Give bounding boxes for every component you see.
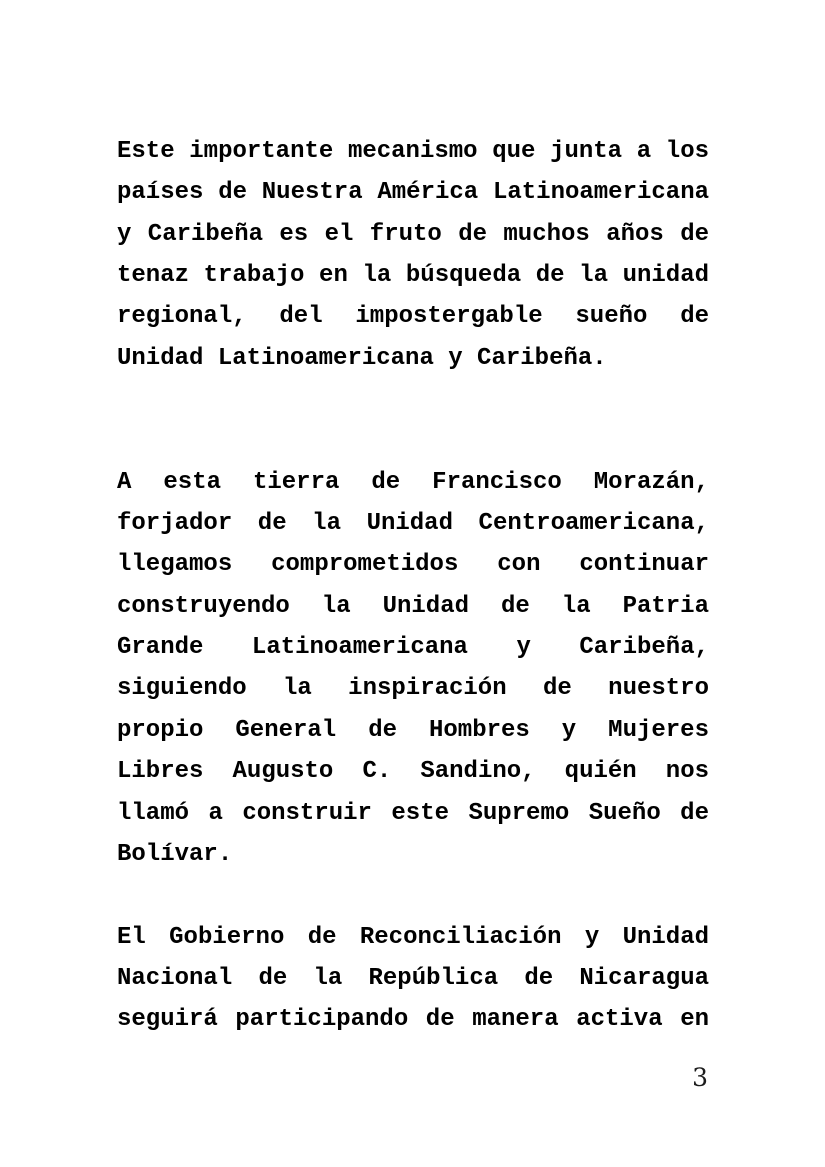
document-line: tenaz trabajo en la búsqueda de la unidad bbox=[117, 262, 709, 290]
document-line: Este importante mecanismo que junta a los bbox=[117, 138, 709, 165]
paragraph-2 bbox=[117, 462, 709, 875]
paragraph-3 bbox=[117, 917, 709, 1041]
document-line: construyendo la Unidad de la Patria bbox=[117, 592, 709, 620]
document-line: Unidad Latinoamericana y Caribeña. bbox=[117, 344, 607, 372]
paragraph-1 bbox=[117, 131, 709, 379]
document-line: Grande Latinoamericana y Caribeña, bbox=[117, 634, 709, 662]
paragraph-spacer bbox=[117, 875, 709, 916]
document-line: llegamos comprometidos con continuar bbox=[117, 551, 709, 579]
document-line: El Gobierno de Reconciliación y Unidad bbox=[117, 923, 709, 951]
document-line: A esta tierra de Francisco Morazán, bbox=[117, 468, 709, 496]
document-line: seguirá participando de manera activa en bbox=[117, 1006, 709, 1034]
document-body bbox=[117, 131, 709, 1041]
document-line: regional, del impostergable sueño de bbox=[117, 303, 709, 331]
document-line: Nacional de la República de Nicaragua bbox=[117, 964, 709, 992]
document-line: y Caribeña es el fruto de muchos años de bbox=[117, 220, 709, 248]
document-line: llamó a construir este Supremo Sueño de bbox=[117, 799, 709, 827]
document-line: países de Nuestra América Latinoamericana bbox=[117, 179, 709, 207]
paragraph-spacer bbox=[117, 379, 709, 462]
document-line: propio General de Hombres y Mujeres bbox=[117, 716, 709, 744]
page-number: 3 bbox=[692, 1063, 708, 1092]
document-line: Bolívar. bbox=[117, 840, 233, 868]
document-line: forjador de la Unidad Centroamericana, bbox=[117, 510, 709, 538]
document-line: Libres Augusto C. Sandino, quién nos bbox=[117, 758, 709, 786]
document-line: siguiendo la inspiración de nuestro bbox=[117, 675, 709, 703]
